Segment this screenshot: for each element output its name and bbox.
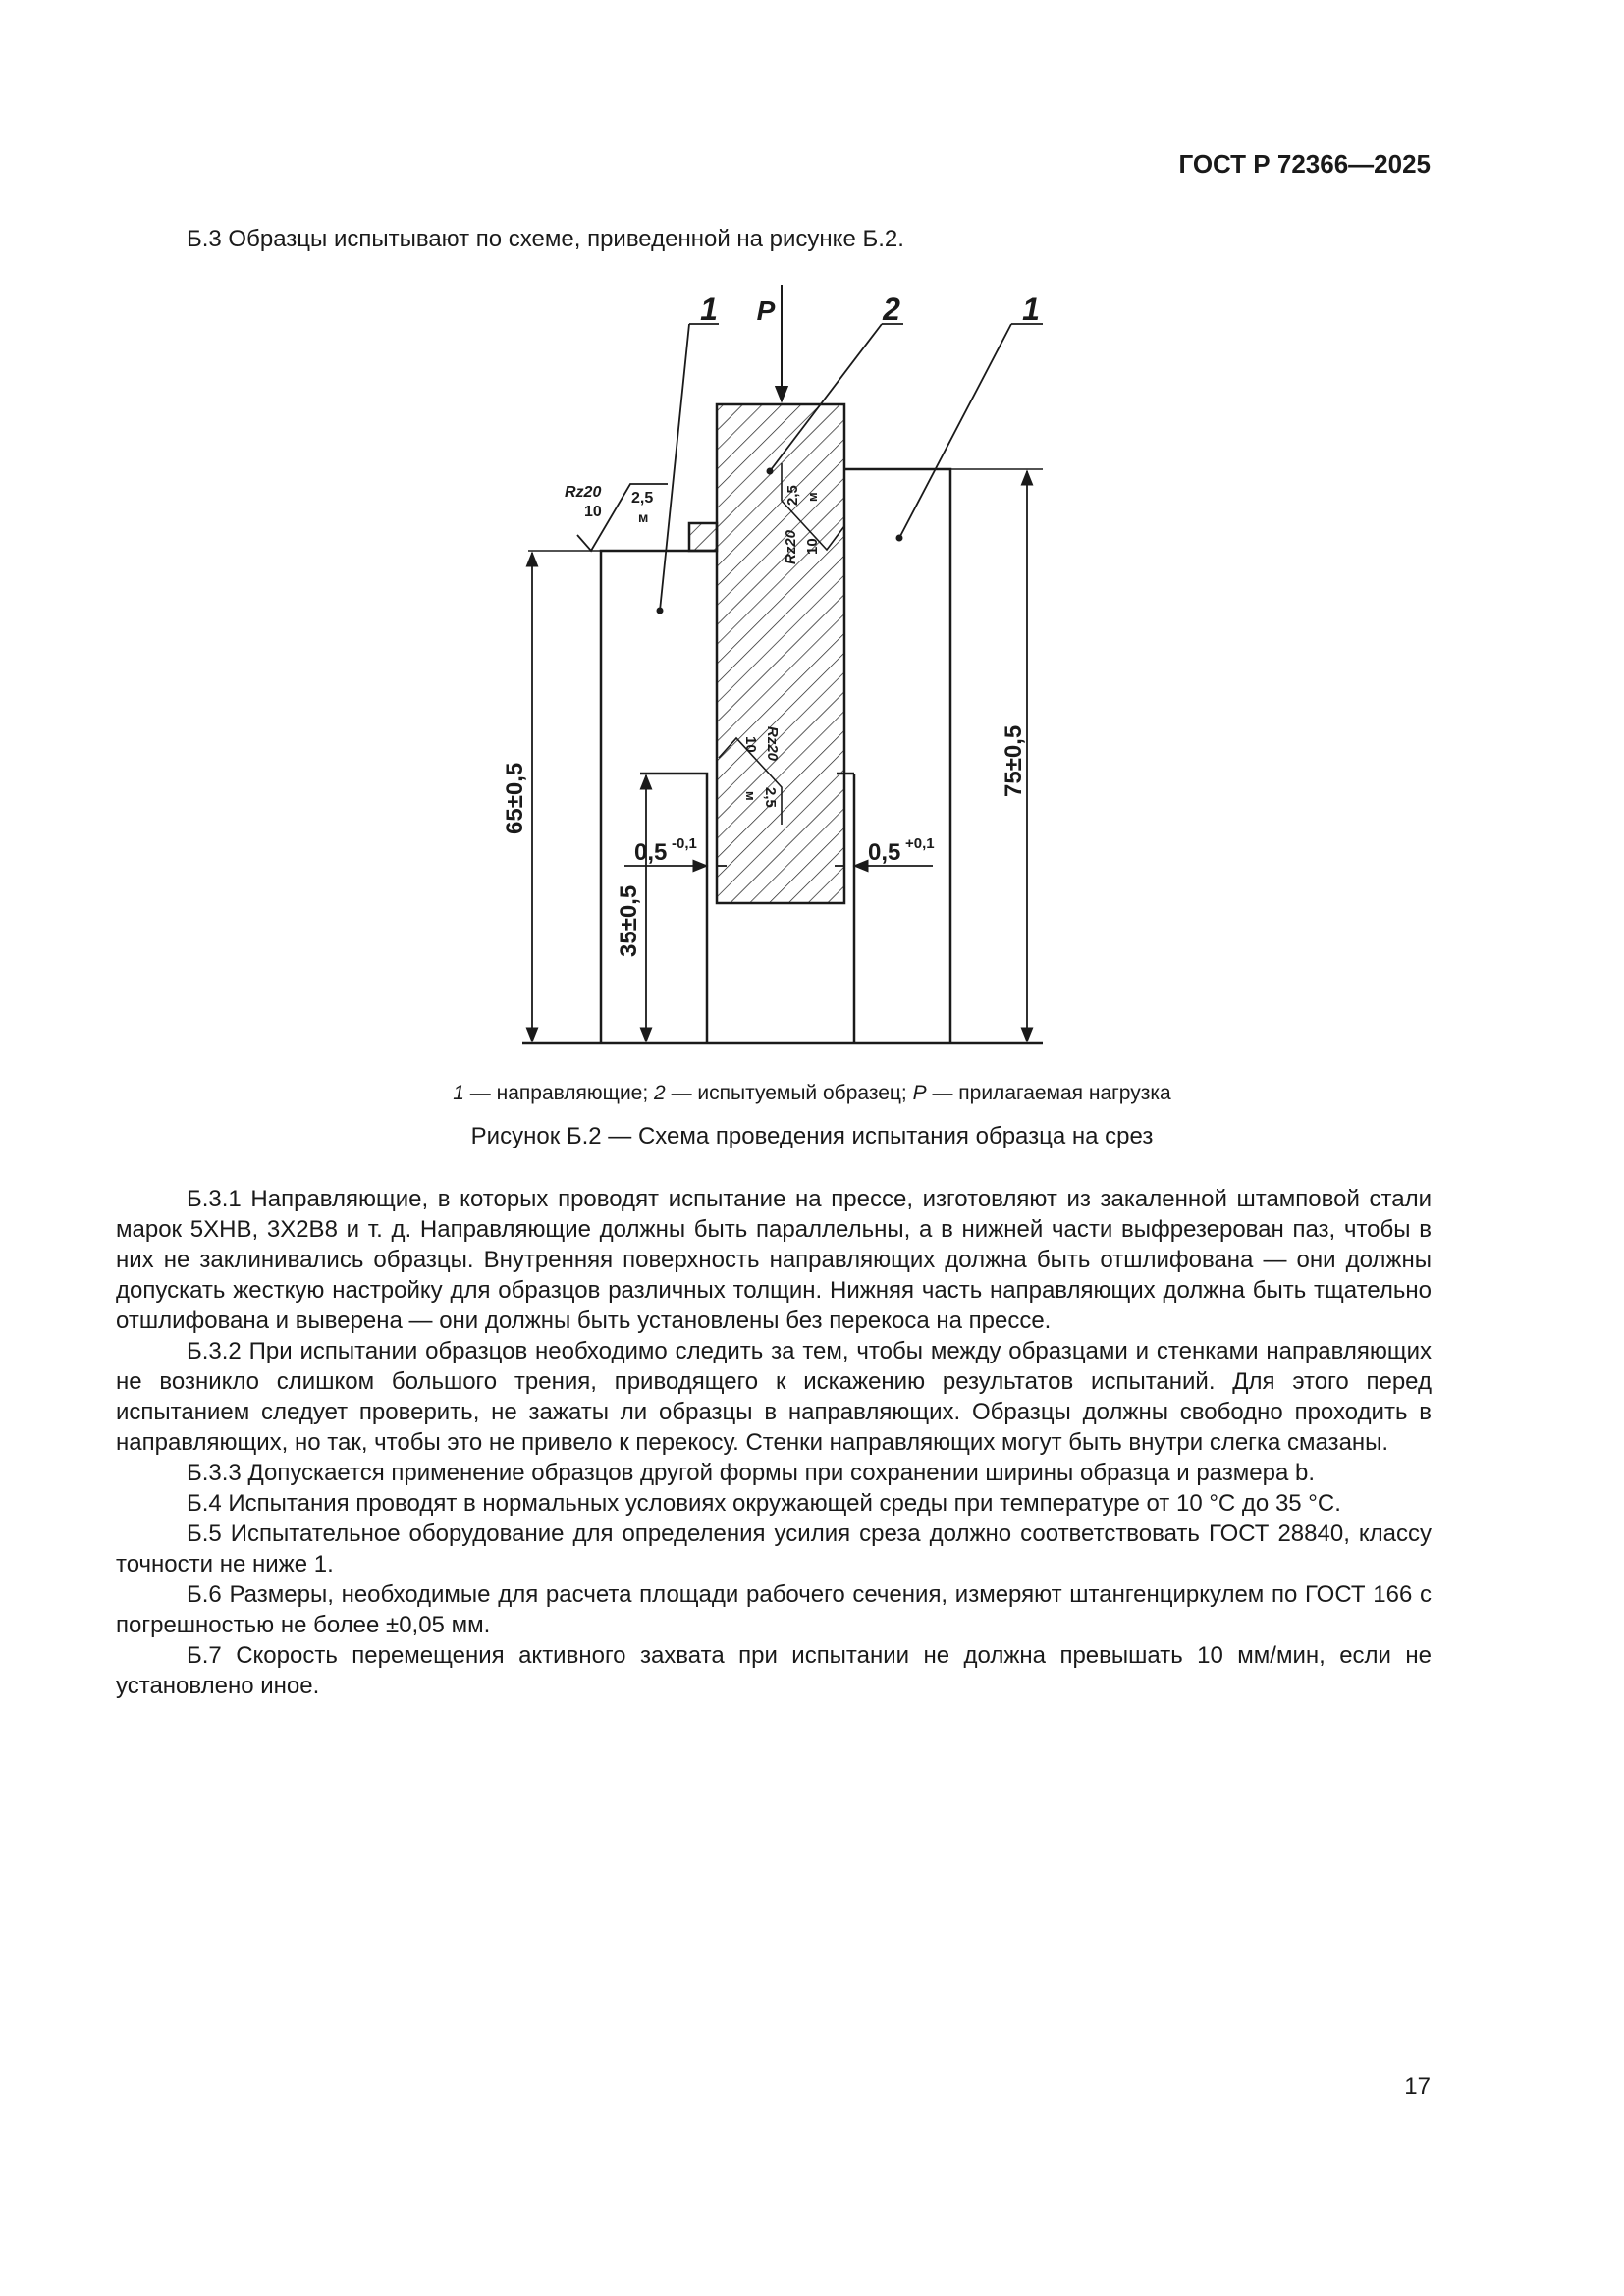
roughness-length-sample-bottom: 10 (742, 736, 759, 753)
left-slot-outline (640, 774, 707, 1043)
right-guide-outline (844, 469, 950, 1043)
roughness-value-sample-bottom: 2,5 (762, 787, 779, 808)
roughness-length-sample-top: 10 (804, 538, 821, 555)
roughness-direction-sample-top: м (805, 492, 820, 502)
roughness-rz-left: Rz20 (565, 484, 602, 501)
figure-legend (0, 1082, 1624, 1105)
roughness-direction-sample-bottom: м (743, 791, 758, 801)
dimension-label-75: 75±0,5 (1001, 724, 1027, 797)
legend-number-2: 2 (654, 1082, 666, 1104)
paragraph-b4: Б.4 Испытания проводят в нормальных условиях окружающей среды при температуре от 10 °С до 35 °С. (187, 1490, 1341, 1517)
shear-test-diagram (0, 275, 1624, 1060)
paragraph-b5: Б.5 Испытательное оборудование для определения усилия среза должно соответствовать ГОСТ 28840, классу точности не ниже 1. (116, 1521, 1432, 1577)
gap-tolerance-left: -0,1 (672, 835, 697, 852)
gap-label-left: 0,5 (634, 839, 668, 866)
leader-guide-left (660, 324, 689, 611)
intro-paragraph: Б.3 Образцы испытывают по схеме, приведенной на рисунке Б.2. (187, 226, 904, 252)
paragraph-b3-2: Б.3.2 При испытании образцов необходимо следить за тем, чтобы между образцами и стенками направляющих не возникло слишком большого трения, приводящего к искажению результатов испытаний. Для этого перед испытанием следует проверить, не зажаты ли образцы в направляющих. Образцы должны свободно проходить в направляющих, но так, чтобы это не привело к перекосу. Стенки направляющих могут быть внутри слегка смазаны. (116, 1338, 1432, 1456)
paragraph-b3-3: Б.3.3 Допускается применение образцов другой формы при сохранении ширины образца и размера b. (187, 1460, 1315, 1486)
figure-caption: Рисунок Б.2 — Схема проведения испытания образца на срез (470, 1123, 1154, 1149)
gap-label-right: 0,5 (868, 839, 901, 866)
dimension-label-35: 35±0,5 (616, 884, 642, 957)
legend-text-3: — прилагаемая нагрузка (926, 1082, 1171, 1104)
roughness-value-sample-top: 2,5 (785, 485, 801, 506)
roughness-length-left: 10 (584, 504, 602, 520)
legend-text-2: — испытуемый образец; (665, 1082, 913, 1104)
document-header: ГОСТ Р 72366—2025 (1178, 149, 1431, 179)
test-sample (717, 404, 844, 903)
leader-guide-right (899, 324, 1011, 538)
legend-text-1: — направляющие; (463, 1082, 655, 1104)
left-guide-step (689, 523, 717, 551)
roughness-rz-sample-bottom: Rz20 (764, 726, 781, 762)
paragraph-b3-1: Б.3.1 Направляющие, в которых проводят испытание на прессе, изготовляют из закаленной штамповой стали марок 5ХНВ, 3Х2В8 и т. д. Направляющие должны быть параллельны, а в нижней части выфрезерован паз, чтобы в них не заклинивались образцы. Внутренняя поверхность направляющих должна быть отшлифована — они должны допускать жесткую настройку для образцов различных толщин. Нижняя часть направляющих должна быть тщательно отшлифована и выверена — они должны быть установлены без перекоса на прессе. (116, 1186, 1432, 1334)
body-text (116, 1184, 1432, 1701)
roughness-rz-sample-top: Rz20 (783, 529, 799, 564)
left-guide-outline (601, 551, 717, 1043)
legend-number-1: 1 (453, 1082, 464, 1104)
paragraph-b7: Б.7 Скорость перемещения активного захвата при испытании не должна превышать 10 мм/мин, если не установлено иное. (116, 1642, 1432, 1699)
figure-b2 (0, 275, 1624, 1060)
callout-label-1-right: 1 (1022, 292, 1040, 327)
page-number: 17 (1404, 2073, 1431, 2100)
callout-label-p: P (756, 295, 776, 326)
dimension-label-65: 65±0,5 (502, 762, 528, 834)
callout-label-2: 2 (883, 292, 900, 327)
callout-label-1-left: 1 (700, 292, 718, 327)
legend-symbol-p: P (912, 1082, 927, 1104)
gap-tolerance-right: +0,1 (905, 835, 935, 852)
roughness-value-left: 2,5 (631, 490, 654, 507)
paragraph-b6: Б.6 Размеры, необходимые для расчета площади рабочего сечения, измеряют штангенциркулем по ГОСТ 166 с погрешностью не более ±0,05 мм. (116, 1581, 1432, 1638)
roughness-direction-left: м (638, 509, 649, 525)
